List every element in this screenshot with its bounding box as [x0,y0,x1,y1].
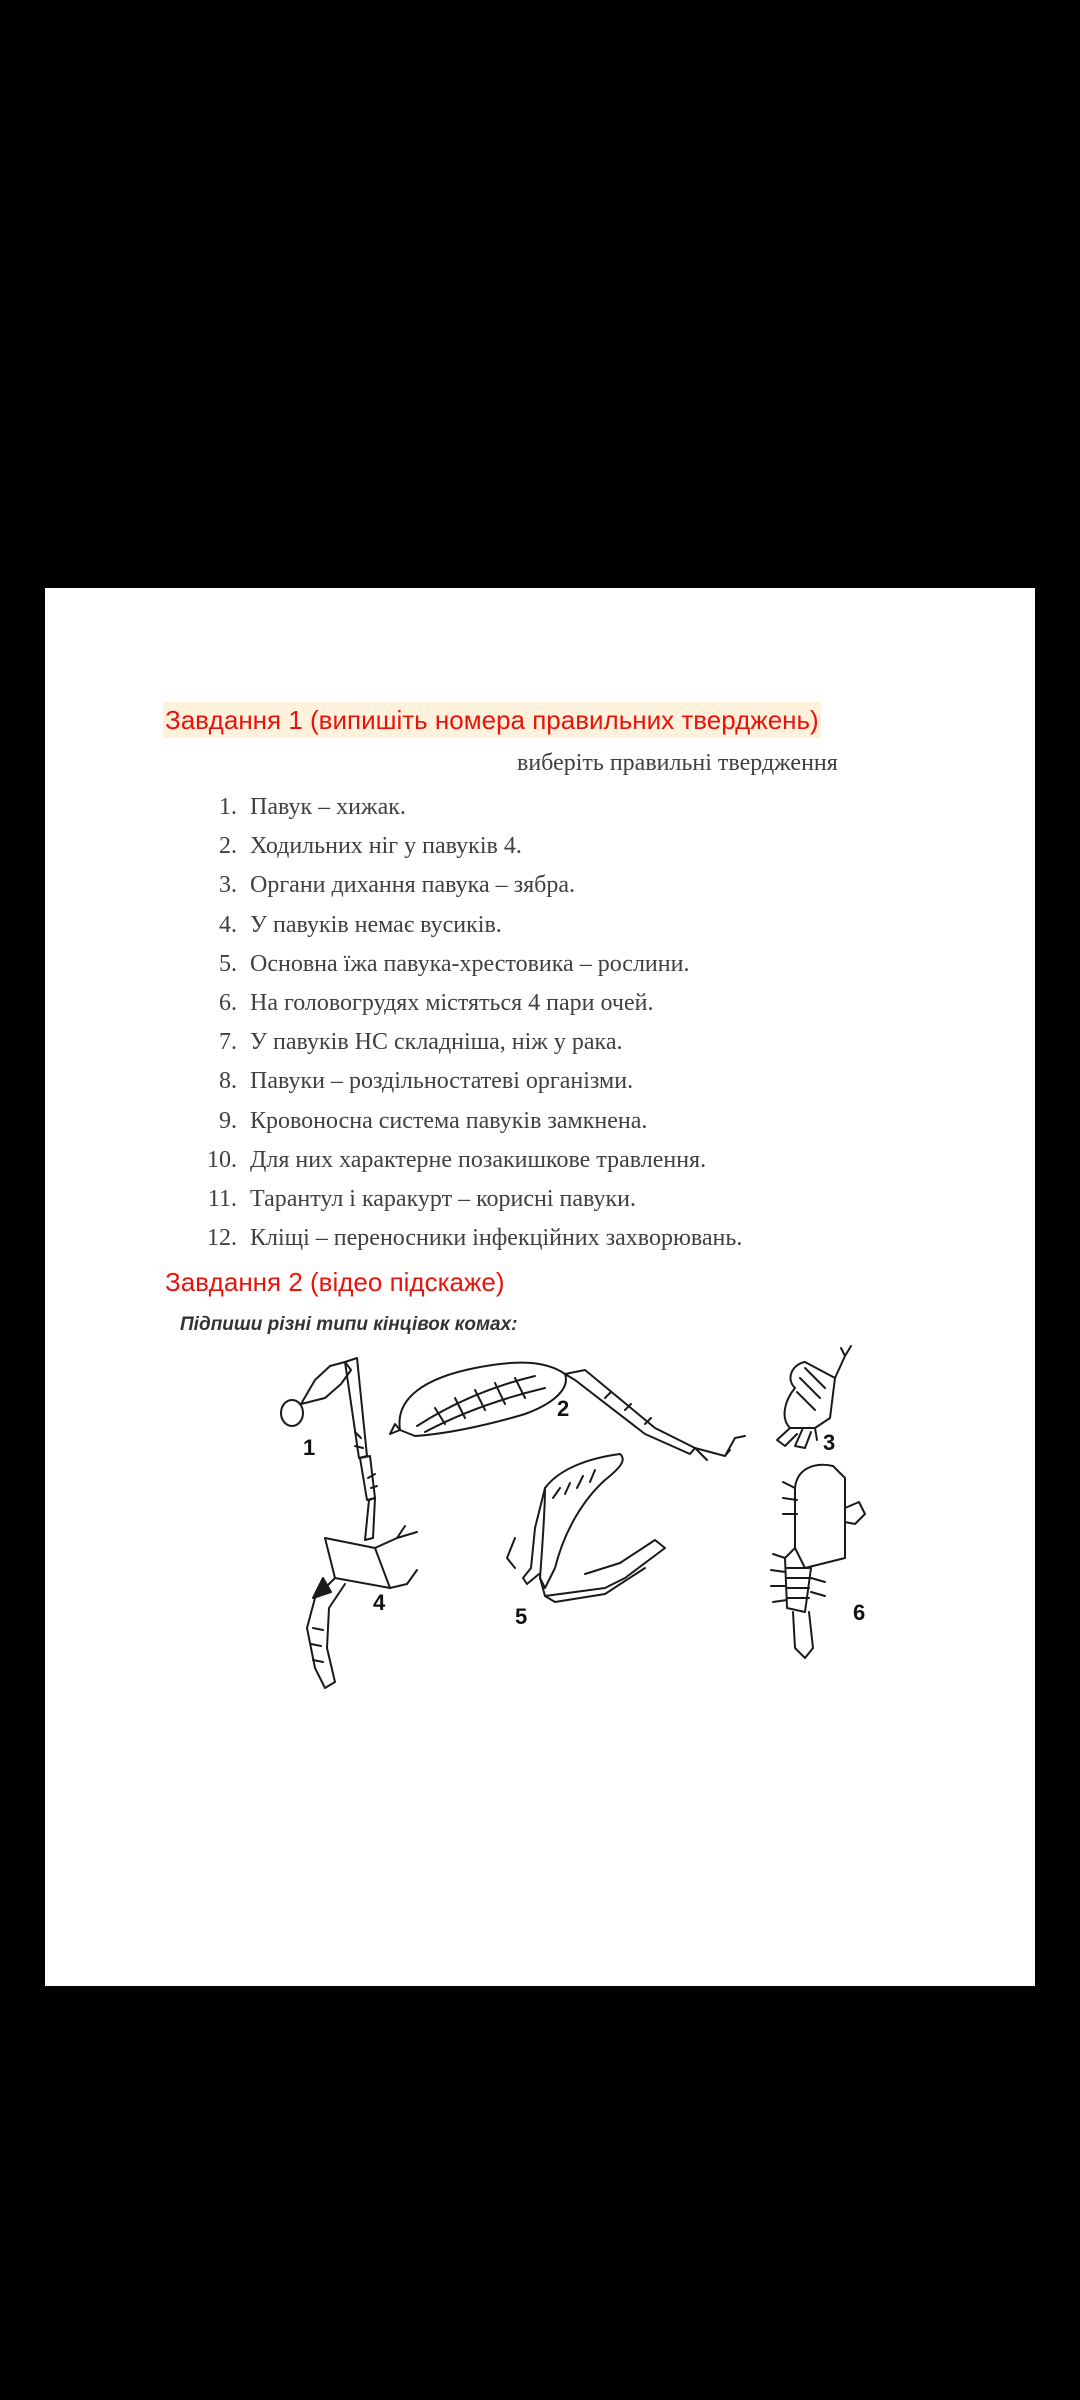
digging-leg-drawing [777,1346,851,1448]
statement-text: Органи дихання павука – зябра. [250,872,575,899]
limb-label-2: 2 [557,1396,570,1421]
task1-title: Завдання 1 (випишіть номера правильних тверджень) [163,702,821,738]
statement-number: 5. [219,950,237,977]
statement-number: 6. [219,990,237,1017]
collecting-leg-drawing [307,1526,417,1688]
statement-number: 8. [219,1068,237,1095]
statement-text: Для них характерне позакишкове травлення. [250,1146,707,1173]
statement-text: Кліщі – переносники інфекційних захворювань. [250,1225,743,1252]
statement-text: На головогрудях містяться 4 пари очей. [250,990,654,1017]
statement-number: 2. [219,833,237,860]
statement-number: 3. [219,872,237,899]
statement-number: 10. [207,1146,237,1173]
grasping-leg-drawing [507,1454,665,1602]
statement-number: 1. [219,794,237,821]
insect-limbs-figure [45,588,1035,1986]
running-leg-drawing [281,1358,377,1540]
limb-label-6: 6 [853,1600,866,1625]
statement-text: Ходильних ніг у павуків 4. [250,833,522,860]
statement-number: 12. [207,1225,237,1252]
limb-label-3: 3 [823,1430,836,1455]
document-page [45,588,1035,1986]
statement-text: Основна їжа павука-хрестовика – рослини. [250,950,690,977]
limb-label-4: 4 [373,1590,386,1615]
limb-label-5: 5 [515,1604,528,1629]
statement-number: 9. [219,1107,237,1134]
task2-title: Завдання 2 (відео підскаже) [165,1267,505,1297]
statement-number: 11. [207,1185,237,1212]
statement-number: 7. [219,1029,237,1056]
statement-text: Тарантул і каракурт – корисні павуки. [250,1185,637,1212]
swimming-leg-drawing [771,1465,865,1658]
statement-text: У павуків немає вусиків. [250,911,502,938]
statement-text: Павуки – роздільностатеві організми. [250,1068,634,1095]
limbs-caption: Підпиши різні типи кінцівок комах: [180,1314,518,1335]
statement-text: Кровоносна система павуків замкнена. [250,1107,648,1134]
statement-text: У павуків НС складніша, ніж у рака. [250,1029,623,1056]
statement-text: Павук – хижак. [250,794,406,821]
statement-number: 4. [219,911,237,938]
task1-subtitle: виберіть правильні твердження [517,750,838,776]
limb-label-1: 1 [303,1435,316,1460]
